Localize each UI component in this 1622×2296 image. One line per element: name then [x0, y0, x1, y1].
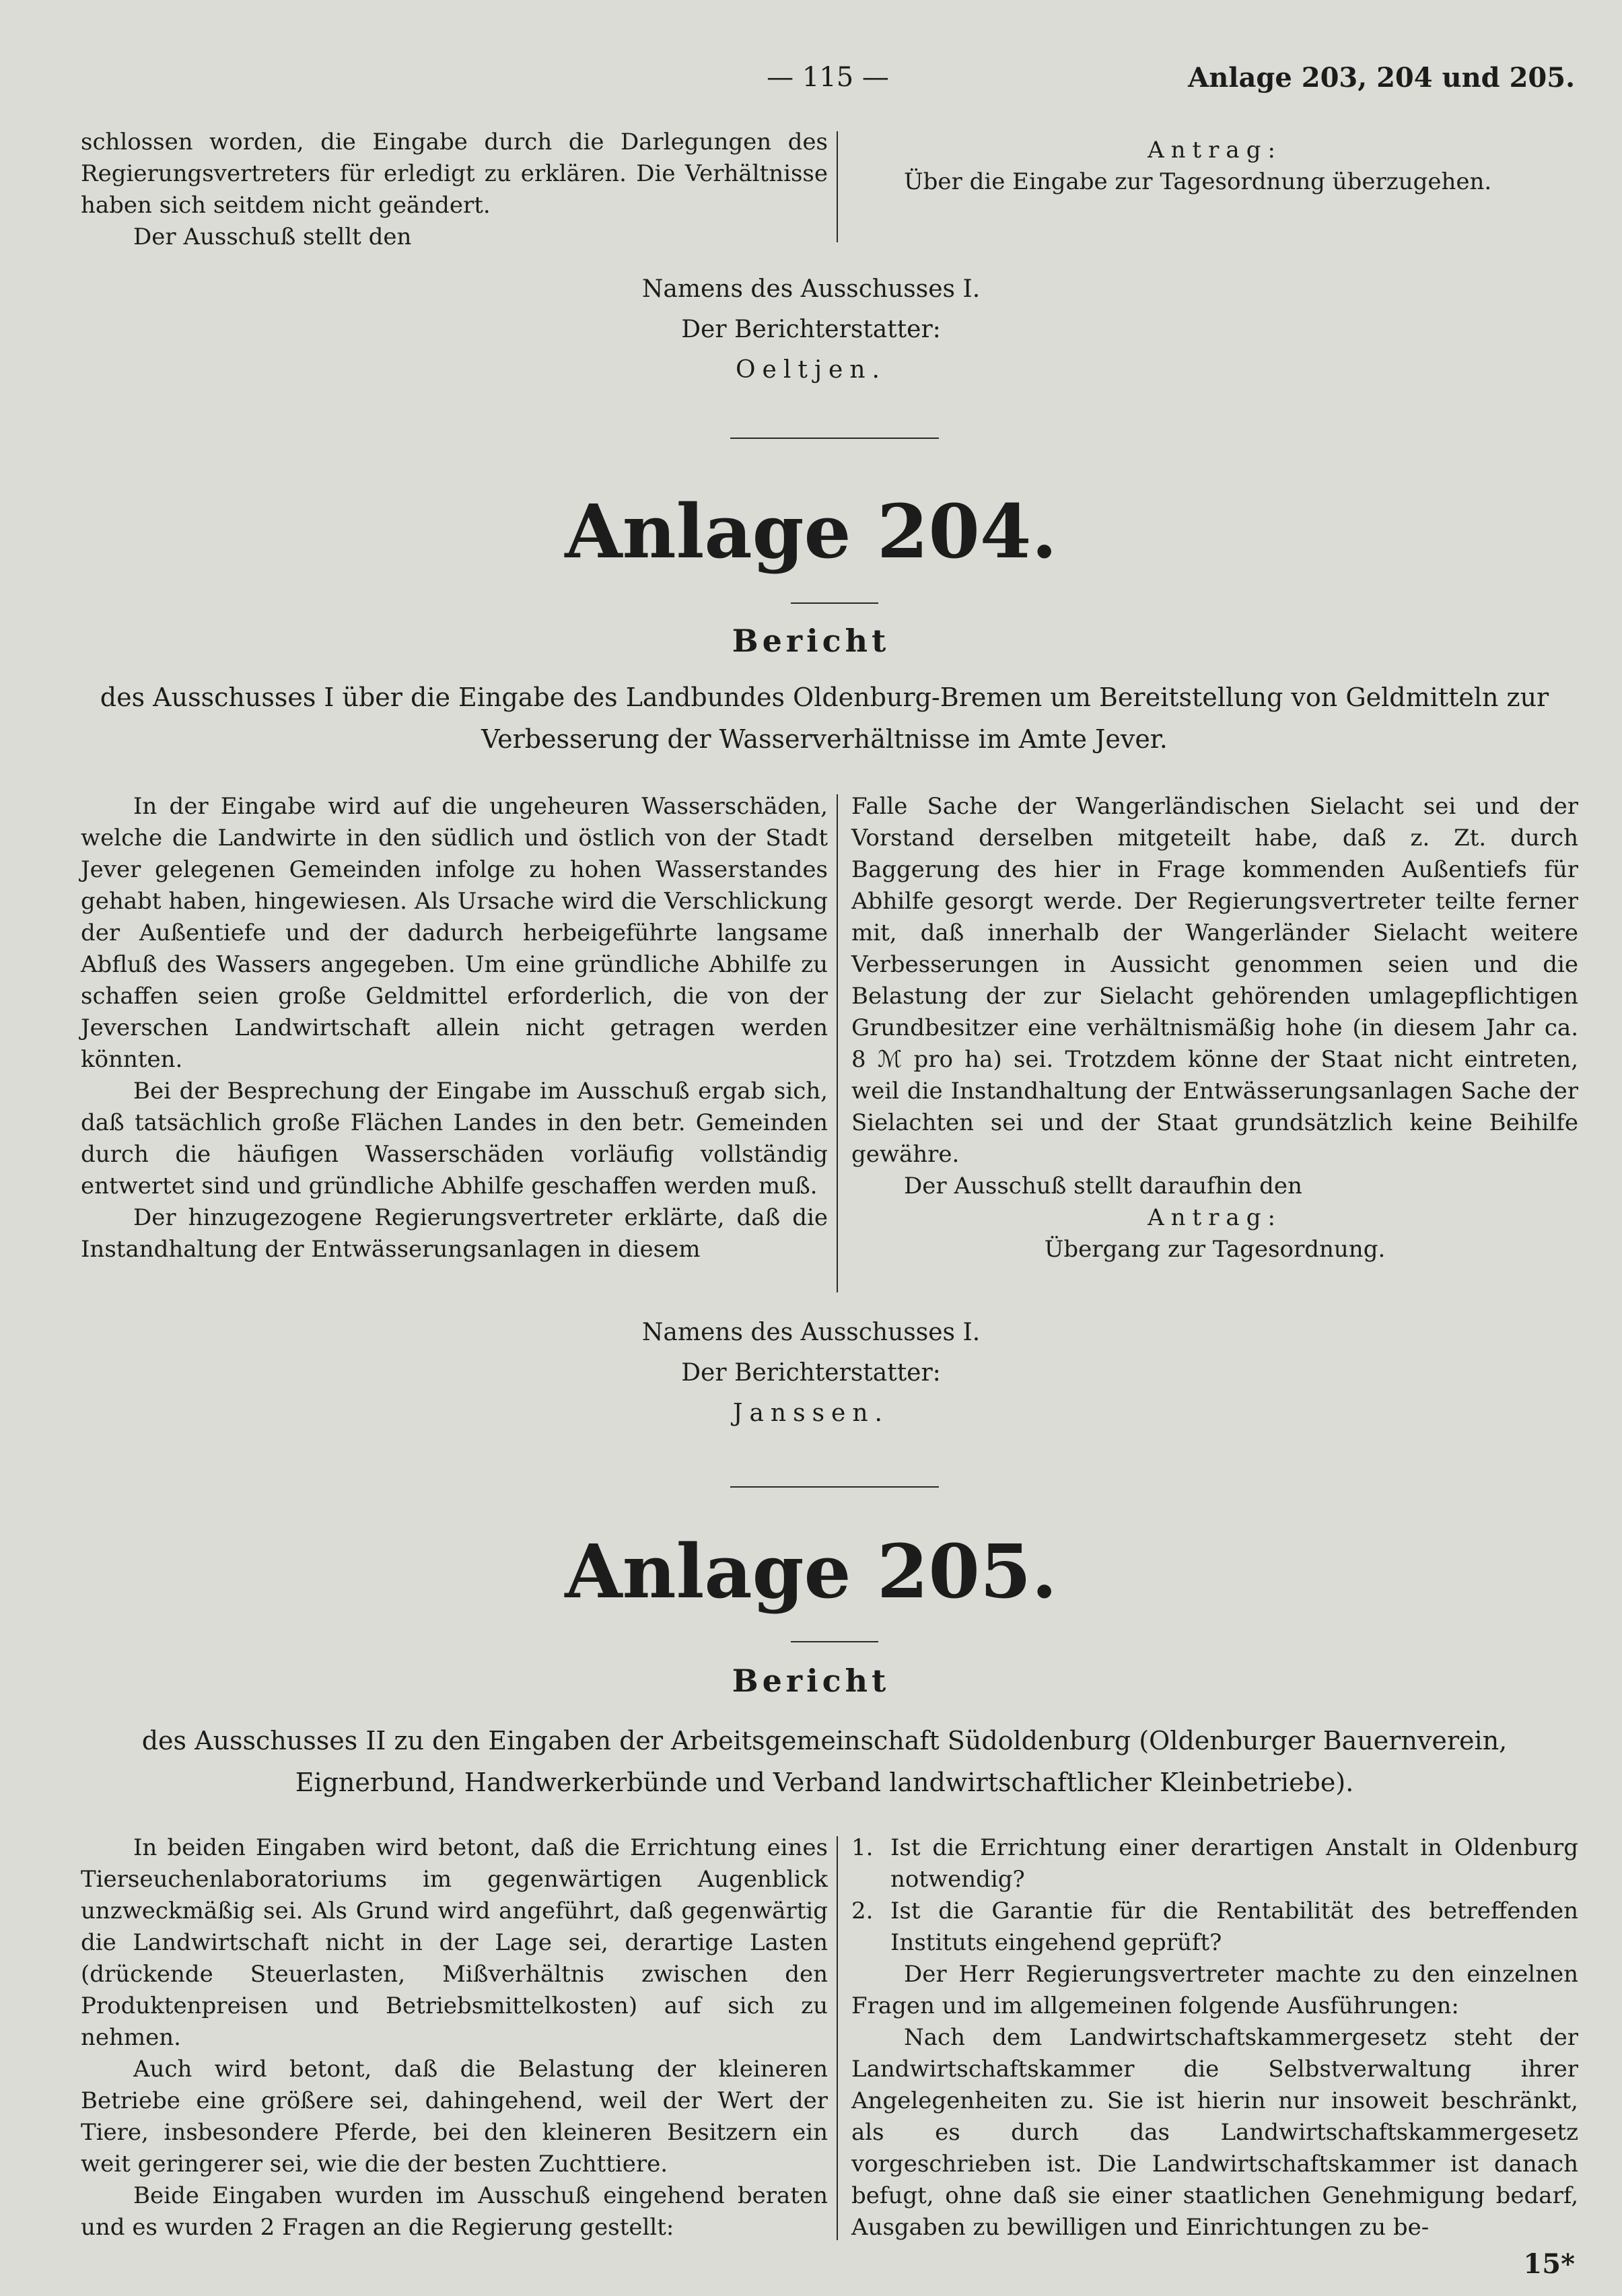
list-item	[851, 1895, 1578, 1959]
paragraph: Der hinzugezogene Regierungsvertreter erklärte, daß die Instandhaltung der Entwässerungsanlagen in diesem	[81, 1204, 828, 1263]
list-number: 2.	[851, 1898, 874, 1924]
list-text: Ist die Errichtung einer derartigen Anstalt in Oldenburg notwendig?	[890, 1834, 1578, 1893]
signature-block	[0, 1313, 1622, 1434]
paragraph: Falle Sache der Wangerländischen Sielacht sei und der Vorstand derselben mitgeteilt habe, daß z. Zt. durch Baggerung des hier in Frage kommenden Außentiefs für Abhilfe gesorgt werde. Der Regierungsvertreter teilte ferner mit, daß innerhalb der Wangerländer Sielacht weitere Verbesserungen in Aussicht genommen seien und die Belastung der zur Sielacht gehörenden umlagepflichtigen Grundbesitzer eine verhältnismäßig hohe (in diesem Jahr ca. 8 ℳ pro ha) sei. Trotzdem könne der Staat nicht eintreten, weil die Instandhaltung der Entwässerungsanlagen Sache der Sielachten sei und der Staat grundsätzlich keine Beihilfe gewähre.	[851, 793, 1578, 1168]
list-text: Ist die Garantie für die Rentabilität des betreffenden Instituts eingehend geprüft?	[890, 1898, 1578, 1956]
antrag-heading: Antrag:	[1148, 137, 1282, 164]
antrag-text: Über die Eingabe zur Tagesordnung überzugehen.	[904, 168, 1492, 195]
reporter-name: Janssen.	[733, 1399, 889, 1427]
right-column	[851, 791, 1578, 1265]
question-list	[851, 1832, 1578, 1959]
top-left-column	[81, 127, 828, 253]
list-item	[851, 1832, 1578, 1895]
paragraph: Der Herr Regierungsvertreter machte zu den einzelnen Fragen und im allgemeinen folgende Ausführungen:	[851, 1961, 1578, 2019]
title-rule	[791, 602, 878, 604]
reporter-label: Der Berichterstatter:	[681, 316, 941, 343]
paragraph: Der Ausschuß stellt daraufhin den	[904, 1173, 1302, 1199]
bericht-heading: Bericht	[732, 623, 890, 659]
running-head: Anlage 203, 204 und 205.	[1188, 62, 1575, 94]
paragraph: Nach dem Landwirtschaftskammergesetz steht der Landwirtschaftskammer die Selbstverwaltung ihrer Angelegenheiten zu. Sie ist hierin nur insoweit beschränkt, als es durch das Landwirtschaftskammergesetz vorgeschrieben ist. Die Landwirtschaftskammer ist danach befugt, ohne daß sie einer staatlichen Genehmigung bedarf, Ausgaben zu bewilligen und Einrichtungen zu be-	[851, 2024, 1578, 2241]
left-column	[81, 1832, 828, 2243]
paragraph: In beiden Eingaben wird betont, daß die Errichtung eines Tierseuchenlaboratoriums im gegenwärtigen Augenblick unzweckmäßig sei. Als Grund wird angeführt, daß gegenwärtig die Landwirtschaft nicht in der Lage sei, derartige Lasten (drückende Steuerlasten, Mißverhältnis zwischen den Produktenpreisen und Betriebsmittelkosten) auf sich zu nehmen.	[81, 1834, 828, 2051]
report-subtitle: des Ausschusses I über die Eingabe des Landbundes Oldenburg-Bremen um Bereitstellung von Geldmitteln zur Verbesserung der Wasserverhältnisse im Amte Jever.	[100, 683, 1549, 754]
reporter-label: Der Berichterstatter:	[681, 1359, 941, 1387]
section-rule	[730, 1486, 939, 1488]
top-right-column	[851, 135, 1578, 198]
column-divider	[837, 131, 838, 242]
committee-line: Namens des Ausschusses I.	[641, 275, 981, 303]
signature-block	[0, 269, 1622, 390]
paragraph: Auch wird betont, daß die Belastung der kleineren Betriebe eine größere sei, dahingehend, weil der Wert der Tiere, insbesondere Pferde, bei den kleineren Besitzern ein weit geringerer sei, wie die der besten Zuchttiere.	[81, 2056, 828, 2178]
antrag-text: Übergang zur Tagesordnung.	[1044, 1236, 1386, 1263]
report-subtitle: des Ausschusses II zu den Eingaben der Arbeitsgemeinschaft Südoldenburg (Oldenburger Bauernverein, Eignerbund, Handwerkerbünde und Verband landwirtschaftlicher Kleinbetriebe).	[141, 1726, 1508, 1797]
section-title: Anlage 205.	[565, 1528, 1057, 1615]
paragraph: schlossen worden, die Eingabe durch die Darlegungen des Regierungsvertreters für erledigt zu erklären. Die Verhältnisse haben sich seitdem nicht geändert.	[81, 129, 828, 219]
reporter-name: Oeltjen.	[736, 356, 886, 384]
section-title: Anlage 204.	[565, 488, 1057, 575]
right-column	[851, 1832, 1578, 2243]
section-rule	[730, 438, 939, 439]
committee-line: Namens des Ausschusses I.	[641, 1319, 981, 1346]
column-divider	[837, 1836, 838, 2240]
antrag-heading: Antrag:	[1148, 1204, 1282, 1231]
page-number: — 115 —	[767, 62, 889, 93]
column-divider	[837, 794, 838, 1292]
paragraph: Beide Eingaben wurden im Ausschuß eingehend beraten und es wurden 2 Fragen an die Regierung gestellt:	[81, 2182, 828, 2241]
paragraph: Bei der Besprechung der Eingabe im Ausschuß ergab sich, daß tatsächlich große Flächen Landes in den betr. Gemeinden durch die häufigen Wasserschäden vorläufig vollständig entwertet sind und gründliche Abhilfe geschaffen werden muß.	[81, 1078, 828, 1199]
bericht-heading: Bericht	[732, 1663, 890, 1699]
title-rule	[791, 1641, 878, 1642]
paragraph: In der Eingabe wird auf die ungeheuren Wasserschäden, welche die Landwirte in den südlich und östlich von der Stadt Jever gelegenen Gemeinden infolge zu hohen Wasserstandes gehabt haben, hingewiesen. Als Ursache wird die Verschlickung der Außentiefe und der dadurch herbeigeführte langsame Abfluß des Wassers angegeben. Um eine gründliche Abhilfe zu schaffen seien große Geldmittel erforderlich, die von der Jeverschen Landwirtschaft allein nicht getragen werden könnten.	[81, 793, 828, 1073]
signature-mark: 15*	[1523, 2248, 1575, 2280]
paragraph: Der Ausschuß stellt den	[133, 223, 412, 250]
list-number: 1.	[851, 1834, 874, 1861]
left-column	[81, 791, 828, 1265]
